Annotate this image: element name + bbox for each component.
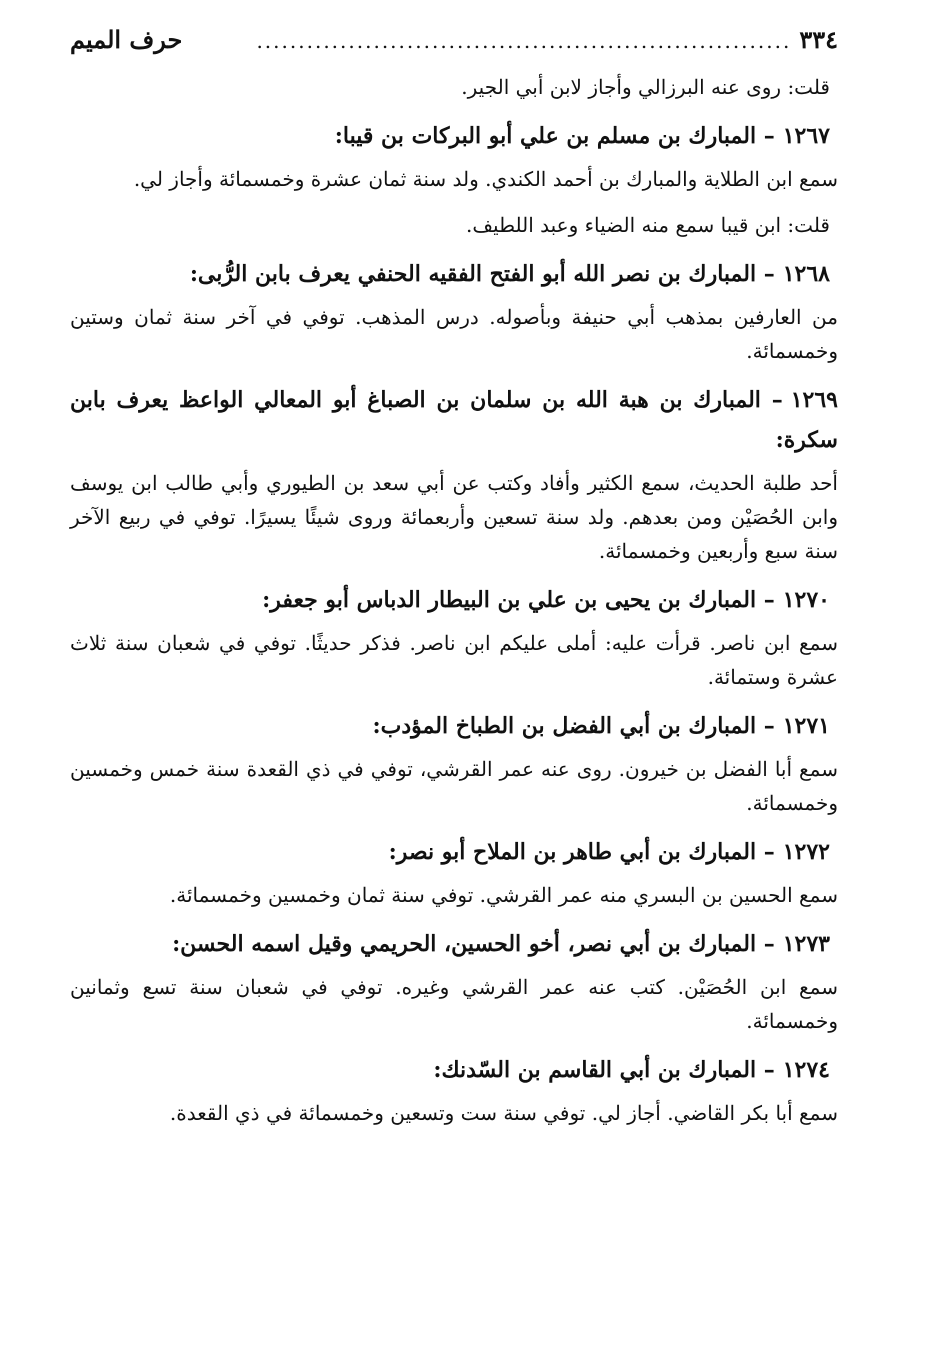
entry-text: سمع أبا بكر القاضي. أجاز لي. توفي سنة ست وتسعين وخمسمائة في ذي القعدة. (169, 1101, 838, 1125)
entry-text: من العارفين بمذهب أبي حنيفة وبأصوله. درس المذهب. توفي في آخر سنة ثمان وستين وخمسمائة. (70, 305, 838, 363)
entry-name: – المبارك بن يحيى بن علي بن البيطار الدباس أبو جعفر: (262, 587, 775, 613)
entry-number: ١٢٧٢ (782, 839, 830, 865)
entry-name: – المبارك بن أبي طاهر بن الملاح أبو نصر: (388, 839, 775, 865)
entry-name: – المبارك بن أبي الفضل بن الطباخ المؤدب: (372, 713, 775, 739)
entry-name: – المبارك بن أبي نصر، أخو الحسين، الحريمي وقيل اسمه الحسن: (172, 931, 775, 957)
entry-heading (70, 706, 838, 746)
entry-text: سمع ابن ناصر. قرأت عليه: أملى عليكم ابن ناصر. فذكر حديثًا. توفي في شعبان سنة ثلاث عشرة وستمائة. (70, 631, 838, 689)
section-title: حرف الميم (70, 25, 183, 54)
entry-heading (70, 832, 838, 872)
entry-heading (70, 254, 838, 294)
book-page (70, 18, 838, 1142)
entry-heading (70, 580, 838, 620)
entry-heading (70, 380, 838, 460)
page-number: ٣٣٤ (799, 25, 838, 54)
entry-text: أحد طلبة الحديث، سمع الكثير وأفاد وكتب عن أبي سعد بن الطيوري وأبي طالب ابن يوسف وابن الحُصَيْن ومن بعدهم. ولد سنة تسعين وأربعمائة وروى شيئًا يسيرًا. توفي في ربيع الآخر سنة سبع وأربعين وخمسمائة. (70, 471, 838, 563)
entry-name: – المبارك بن نصر الله أبو الفتح الفقيه الحنفي يعرف بابن الرُّبى: (189, 261, 775, 287)
entry-heading (70, 924, 838, 964)
entry-note: قلت: ابن قيبا سمع منه الضياء وعبد اللطيف. (466, 213, 830, 237)
entry-text: سمع أبا الفضل بن خيرون. روى عنه عمر القرشي، توفي في ذي القعدة سنة خمس وخمسين وخمسمائة. (70, 757, 838, 815)
entry-text: سمع ابن الطلاية والمبارك بن أحمد الكندي. ولد سنة ثمان عشرة وخمسمائة وأجاز لي. (133, 167, 838, 191)
entry-text: سمع الحسين بن البسري منه عمر القرشي. توفي سنة ثمان وخمسين وخمسمائة. (169, 883, 838, 907)
entry-number: ١٢٦٨ (782, 261, 830, 287)
entry-text: سمع ابن الحُصَيْن. كتب عنه عمر القرشي وغيره. توفي في شعبان سنة تسع وثمانين وخمسمائة. (70, 975, 838, 1033)
page-header (70, 18, 838, 62)
entry-heading (70, 1050, 838, 1090)
entry-number: ١٢٧١ (782, 713, 830, 739)
header-leader-dots: ................................................................ (256, 29, 792, 53)
entry-name: – المبارك بن هبة الله بن سلمان بن الصباغ أبو المعالي الواعظ يعرف بابن سكرة: (70, 387, 838, 453)
intro-note: قلت: روى عنه البرزالي وأجاز لابن أبي الجير. (461, 75, 830, 99)
entry-name: – المبارك بن أبي القاسم بن السّدنك: (433, 1057, 775, 1083)
entry-number: ١٢٧٣ (782, 931, 830, 957)
entry-number: ١٢٦٩ (790, 387, 838, 413)
entry-number: ١٢٧٤ (782, 1057, 830, 1083)
entry-name: – المبارك بن مسلم بن علي أبو البركات بن قيبا: (334, 123, 775, 149)
entry-number: ١٢٦٧ (782, 123, 830, 149)
entry-heading (70, 116, 838, 156)
entry-number: ١٢٧٠ (782, 587, 830, 613)
